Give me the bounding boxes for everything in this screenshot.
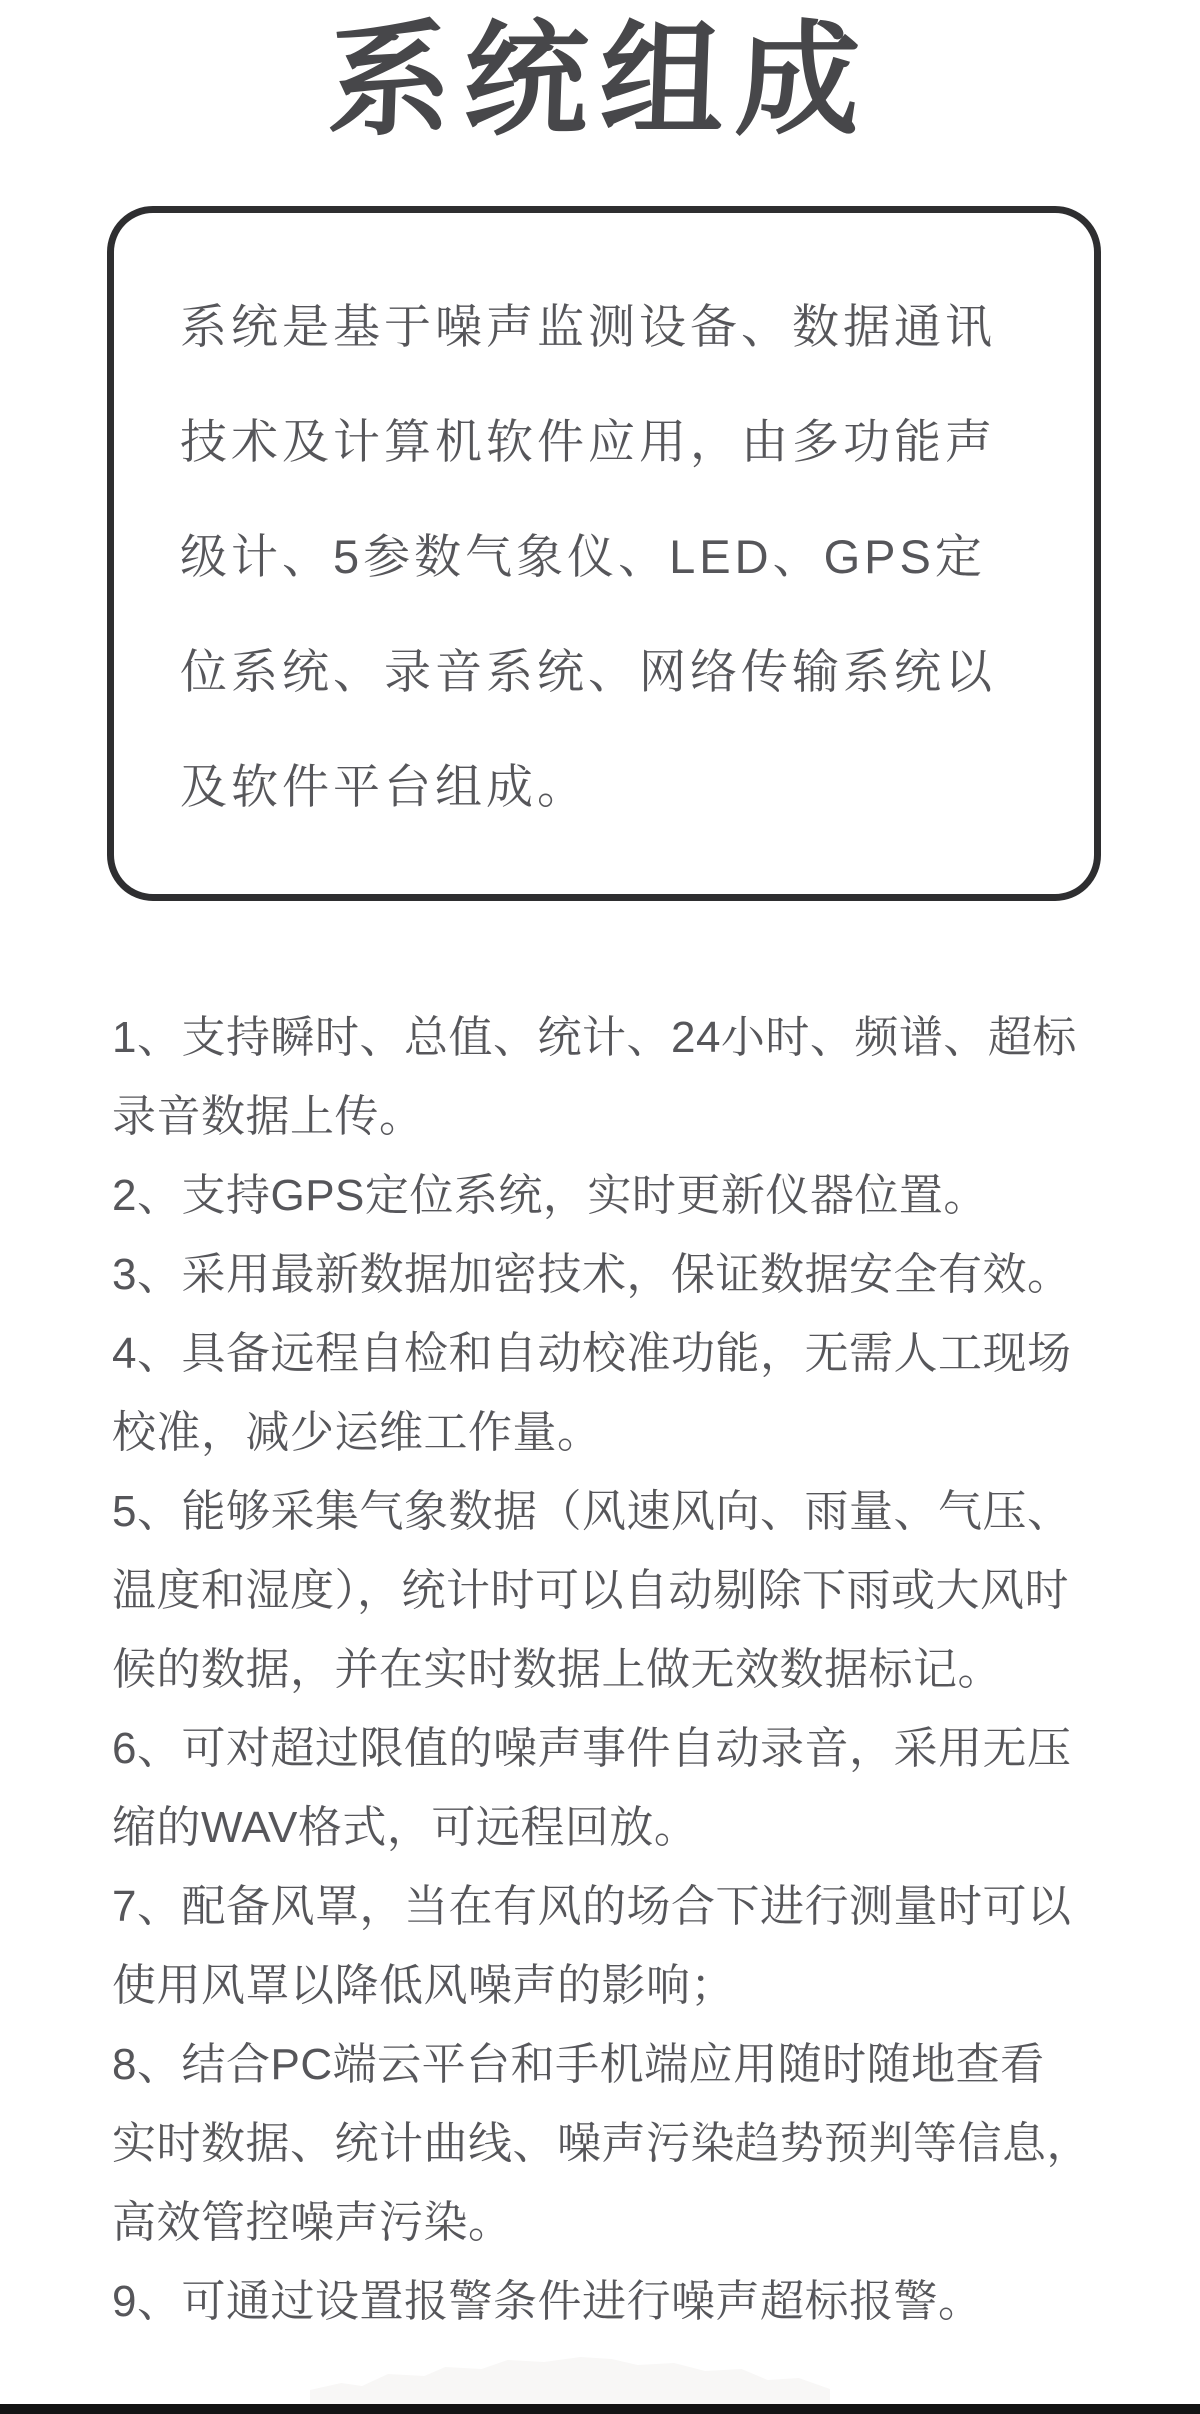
feature-line: 7、配备风罩，当在有风的场合下进行测量时可以: [112, 1882, 1072, 1931]
feature-line: 9、可通过设置报警条件进行噪声超标报警。: [112, 2277, 983, 2326]
feature-line: 6、可对超过限值的噪声事件自动录音，采用无压: [112, 1724, 1072, 1773]
feature-line: 缩的WAV格式，可远程回放。: [112, 1803, 699, 1852]
intro-line: 位系统、录音系统、网络传输系统以: [180, 645, 996, 698]
feature-line: 高效管控噪声污染。: [112, 2198, 513, 2247]
bottom-divider-bar: [0, 2404, 1200, 2414]
feature-line: 5、能够采集气象数据（风速风向、雨量、气压、: [112, 1487, 1072, 1536]
feature-line: 8、结合PC端云平台和手机端应用随时随地查看: [112, 2040, 1045, 2089]
feature-line: 录音数据上传。: [112, 1092, 424, 1141]
page-title: 系统组成: [325, 12, 875, 150]
feature-line: 4、具备远程自检和自动校准功能，无需人工现场: [112, 1329, 1072, 1378]
skyline-silhouette: [310, 2354, 830, 2404]
feature-line: 使用风罩以降低风噪声的影响；: [112, 1961, 735, 2010]
feature-line: 2、支持GPS定位系统，实时更新仪器位置。: [112, 1171, 988, 1220]
feature-line: 温度和湿度），统计时可以自动剔除下雨或大风时: [112, 1566, 1069, 1615]
intro-line: 及软件平台组成。: [180, 760, 588, 813]
intro-line: 系统是基于噪声监测设备、数据通讯: [180, 300, 996, 353]
feature-line: 3、采用最新数据加密技术，保证数据安全有效。: [112, 1250, 1072, 1299]
feature-line: 候的数据，并在实时数据上做无效数据标记。: [112, 1645, 1002, 1694]
feature-line: 校准，减少运维工作量。: [112, 1408, 602, 1457]
features-list: [112, 998, 1122, 2341]
intro-box: [107, 206, 1101, 901]
feature-line: 1、支持瞬时、总值、统计、24小时、频谱、超标: [112, 1013, 1077, 1062]
intro-line: 级计、5参数气象仪、LED、GPS定: [180, 530, 986, 583]
feature-line: 实时数据、统计曲线、噪声污染趋势预判等信息，: [112, 2119, 1091, 2168]
intro-line: 技术及计算机软件应用，由多功能声: [180, 415, 996, 468]
